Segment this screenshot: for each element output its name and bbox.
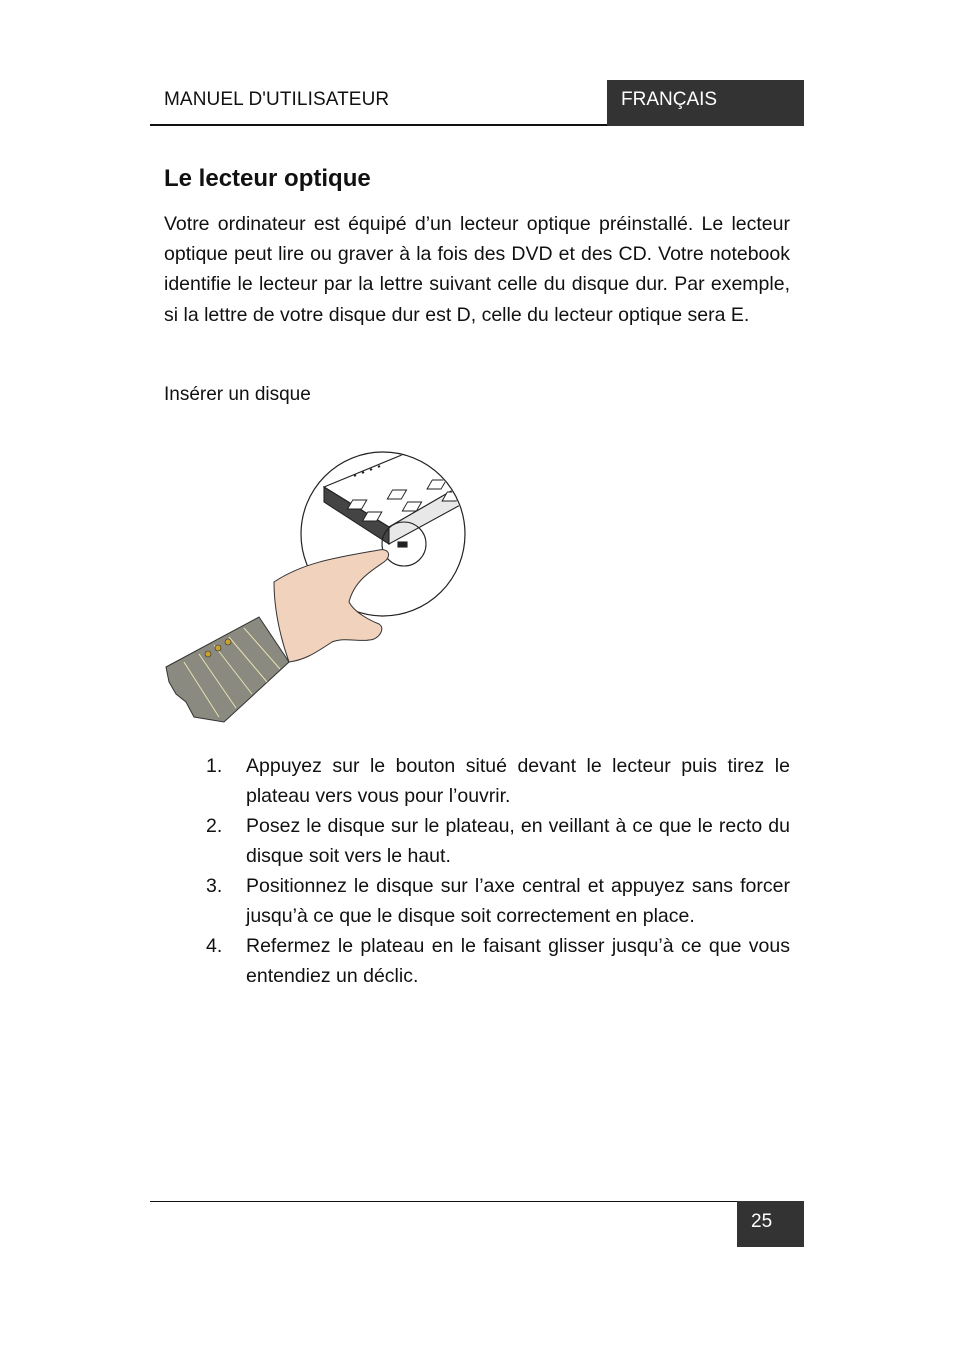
list-item bbox=[200, 751, 790, 811]
list-item bbox=[200, 931, 790, 991]
footer-rule bbox=[150, 1201, 737, 1202]
steps-list bbox=[200, 751, 790, 991]
step-text: Positionnez le disque sur l’axe central et appuyez sans forcer jusqu’à ce que le disque soit correctement en place. bbox=[246, 875, 790, 927]
step-number: 2. bbox=[206, 815, 223, 837]
step-number: 3. bbox=[206, 875, 223, 897]
list-item bbox=[200, 871, 790, 931]
language-badge: FRANÇAIS bbox=[607, 80, 804, 126]
section-title: Le lecteur optique bbox=[164, 165, 371, 192]
subsection-title: Insérer un disque bbox=[164, 384, 311, 405]
step-number: 1. bbox=[206, 755, 223, 777]
insert-disc-illustration bbox=[164, 432, 470, 728]
step-number: 4. bbox=[206, 935, 223, 957]
page-number: 25 bbox=[737, 1201, 804, 1247]
step-text: Appuyez sur le bouton situé devant le lecteur puis tirez le plateau vers vous pour l’ouvrir. bbox=[246, 755, 790, 807]
manual-title: MANUEL D'UTILISATEUR bbox=[164, 89, 390, 110]
step-text: Refermez le plateau en le faisant glisser jusqu’à ce que vous entendiez un déclic. bbox=[246, 935, 790, 987]
header-rule bbox=[150, 124, 607, 126]
list-item bbox=[200, 811, 790, 871]
intro-paragraph: Votre ordinateur est équipé d’un lecteur optique préinstallé. Le lecteur optique peut lire ou graver à la fois des DVD et des CD. Votre notebook identifie le lecteur par la lettre suivant celle du disque dur. Par exemple, si la lettre de votre disque dur est D, celle du lecteur optique sera E. bbox=[164, 213, 790, 326]
step-text: Posez le disque sur le plateau, en veillant à ce que le recto du disque soit vers le haut. bbox=[246, 815, 790, 867]
